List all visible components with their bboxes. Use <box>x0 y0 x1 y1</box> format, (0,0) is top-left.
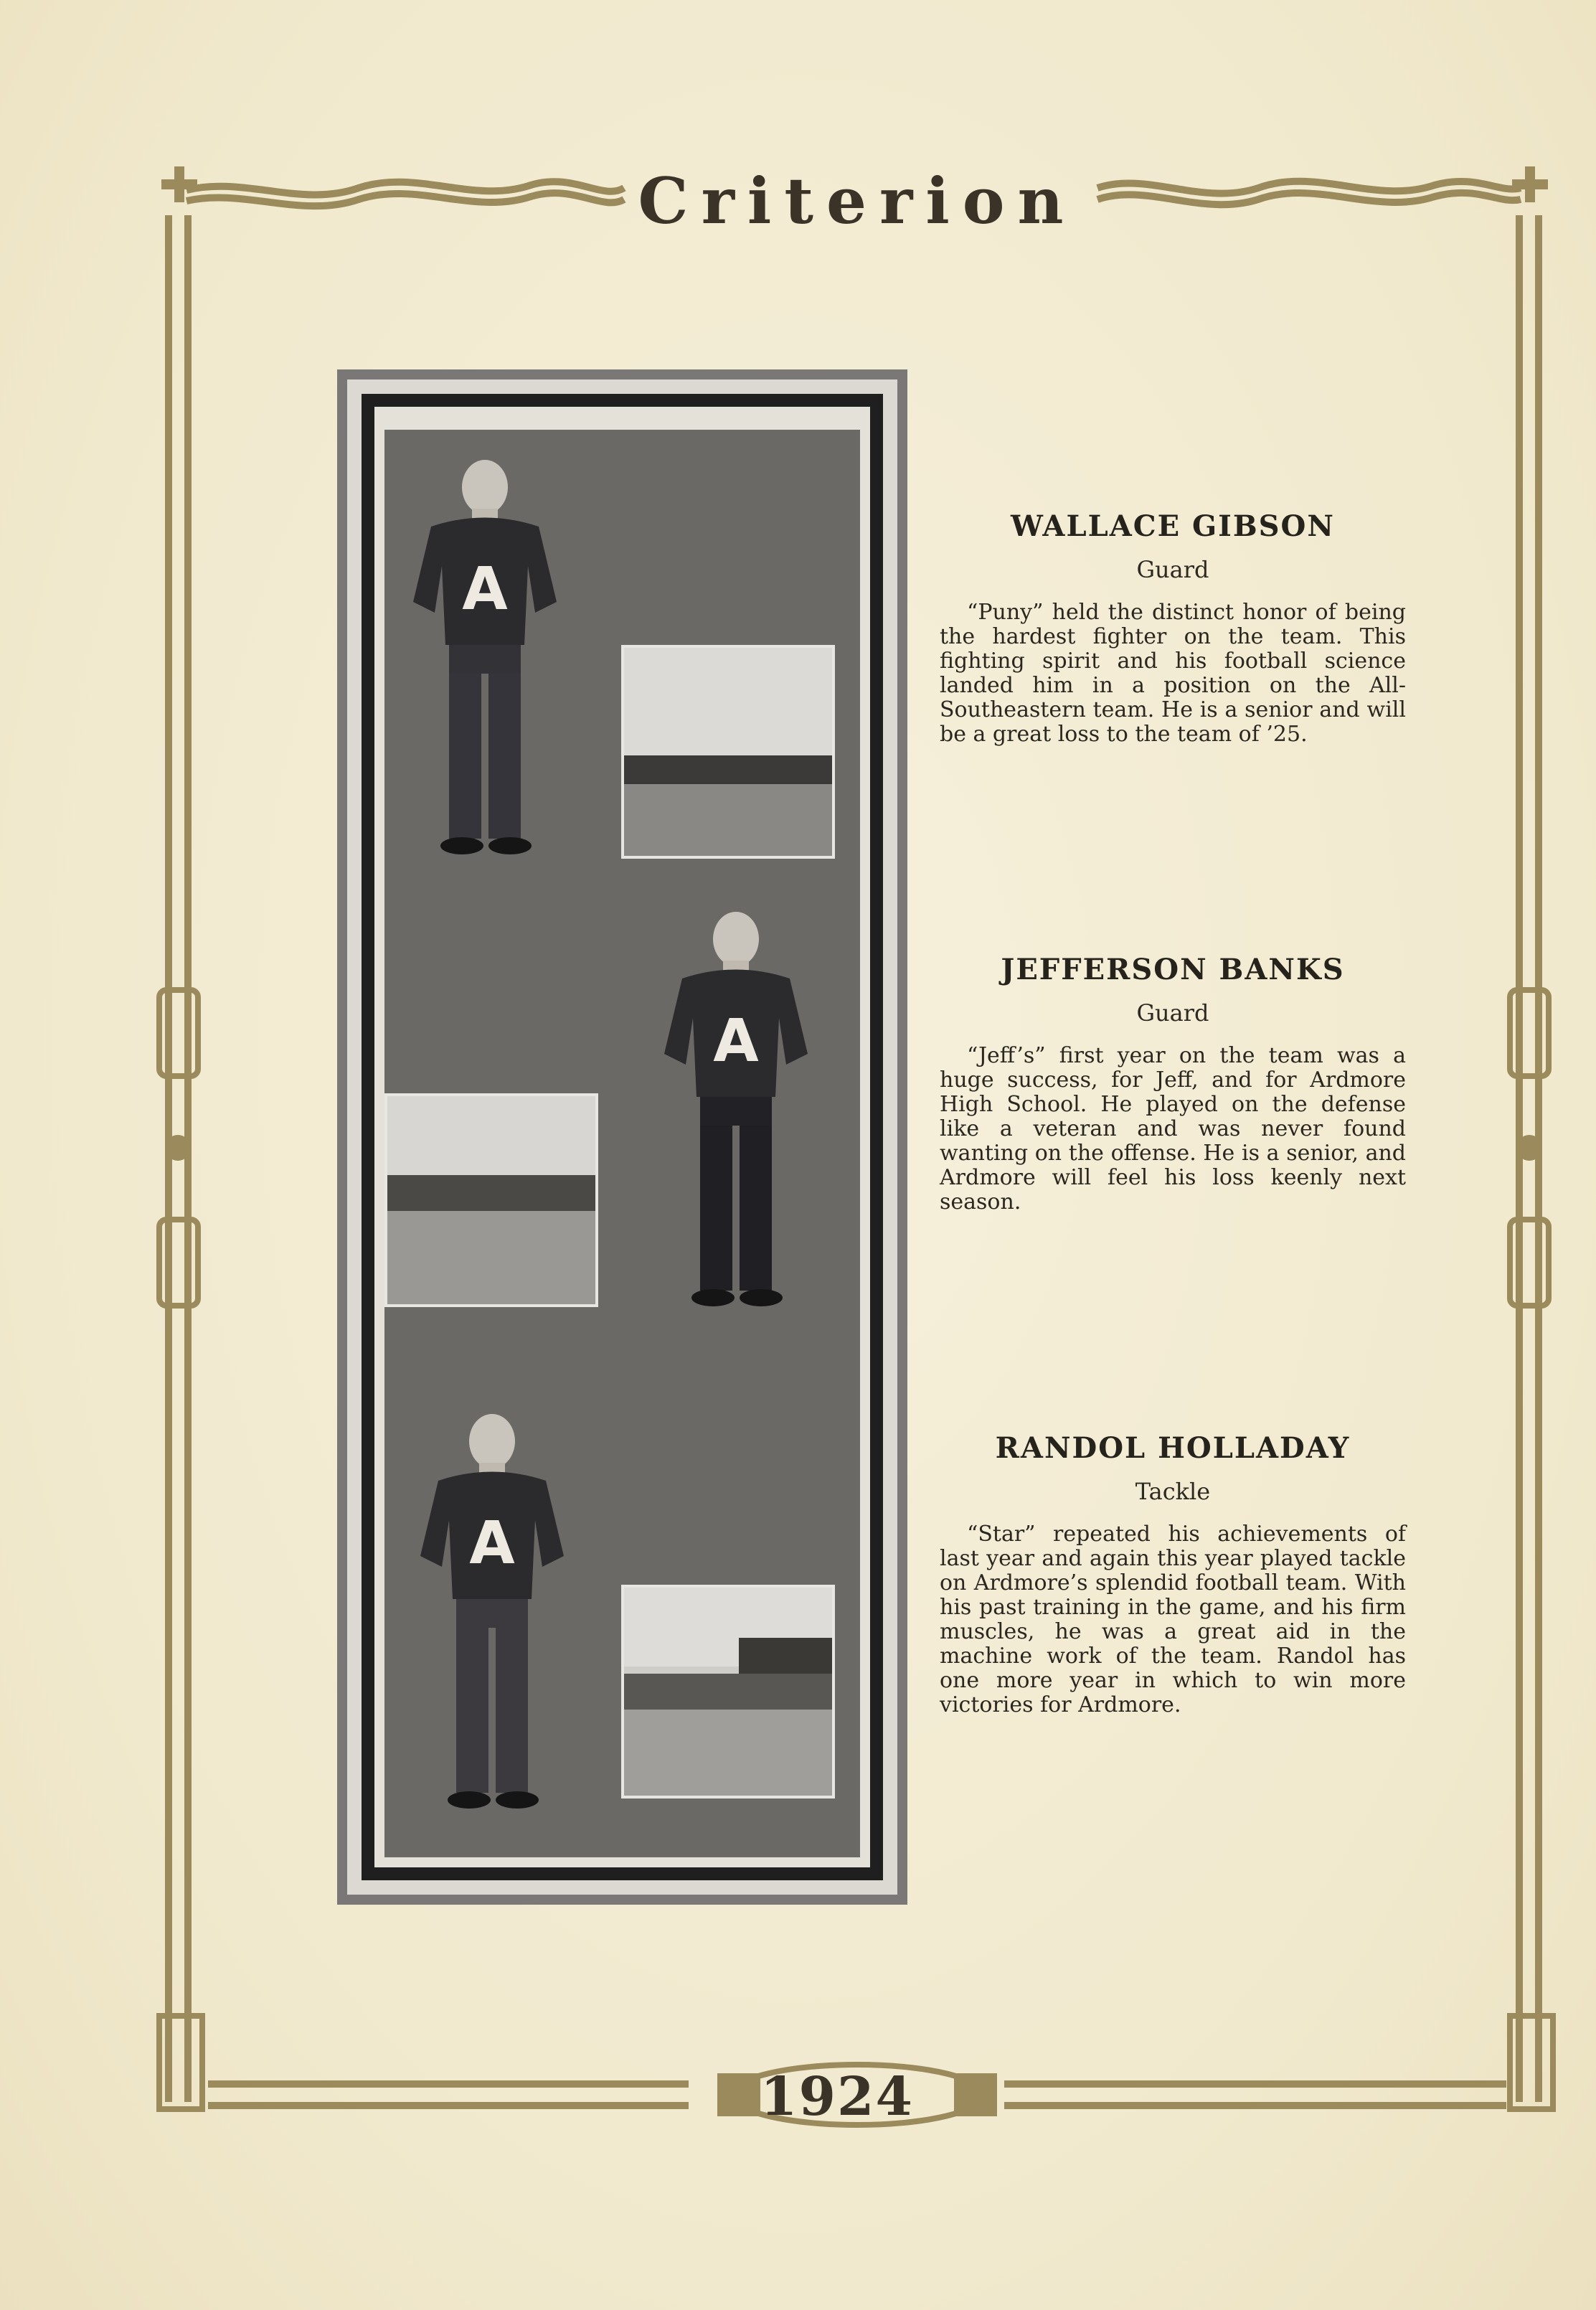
sweater-letter: A <box>469 1509 515 1578</box>
player-name: JEFFERSON BANKS <box>1001 953 1345 986</box>
player-bio: “Puny” held the distinct honor of being the hardest fighter on the team. This fighting spirit and his football science landed him in a position on the All-Southeastern team. He is a senior and will be a great loss to the team of ’25. <box>940 600 1406 747</box>
player-position: Guard <box>1136 999 1209 1027</box>
photo-panel-inner <box>384 430 860 1857</box>
player-photo-gibson <box>392 458 578 860</box>
game-photo-2 <box>384 1093 598 1307</box>
player-position: Guard <box>1136 556 1209 583</box>
player-photo-banks <box>643 910 829 1312</box>
photo-panel <box>337 369 907 1905</box>
year-medallion: 1924 <box>760 2066 914 2128</box>
player-position: Tackle <box>1135 1478 1211 1505</box>
bio-gibson <box>940 509 1406 747</box>
player-name: RANDOL HOLLADAY <box>995 1431 1351 1465</box>
player-bio: “Jeff’s” first year on the team was a huge success, for Jeff, and for Ardmore High School. He played on the defense like a veteran and was never found wanting on the offense. He is a senior, and Ardmore will feel his loss keenly next season. <box>940 1043 1406 1215</box>
page-title: Criterion <box>638 164 1077 238</box>
sweater-letter: A <box>462 555 508 623</box>
player-name: WALLACE GIBSON <box>1011 509 1335 543</box>
game-photo-3 <box>621 1585 835 1798</box>
game-photo-1 <box>621 645 835 859</box>
player-bio: “Star” repeated his achievements of last year and again this year played tackle on Ardmore’s splendid football team. With his past training in the game, and his firm muscles, he was a great aid in the machine work of the team. Randol has one more year in which to win more victories for Ardmore. <box>940 1522 1406 1717</box>
player-photo-holladay <box>399 1413 585 1814</box>
sweater-letter: A <box>713 1007 759 1075</box>
bio-holladay <box>940 1431 1406 1717</box>
bio-banks <box>940 953 1406 1215</box>
